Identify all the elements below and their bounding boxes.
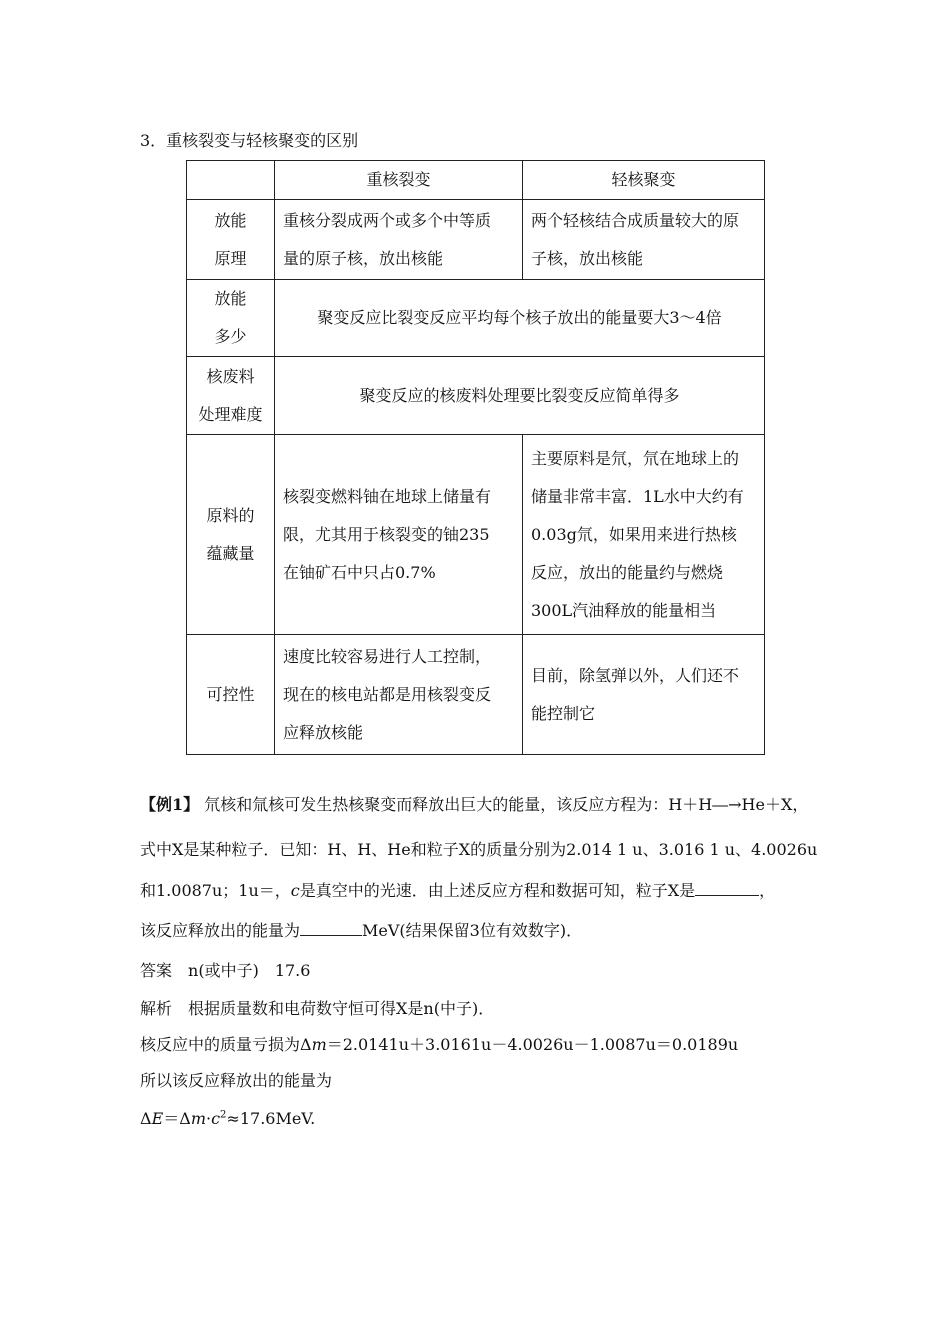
analysis-line-2: 核反应中的质量亏损为Δm＝2.0141u＋3.0161u－4.0026u－1.0087u＝0.0189u: [140, 1035, 739, 1054]
answer-blank: [300, 921, 362, 936]
fission-cell: 速度比较容易进行人工控制， 现在的核电站都是用核裂变反 应释放核能: [275, 635, 523, 755]
answer-blank: [695, 881, 759, 896]
row-label: 放能 原理: [187, 200, 275, 280]
fusion-cell: 主要原料是氘，氘在地球上的 储量非常丰富．1L水中大约有 0.03g氘，如果用来进行热核 反应，放出的能量约与燃烧 300L汽油释放的能量相当: [523, 435, 765, 635]
example-line-3: 和1.0087u；1u＝，c是真空中的光速．由上述反应方程和数据可知，粒子X是 ，: [140, 881, 776, 900]
merged-cell: 聚变反应比裂变反应平均每个核子放出的能量要大3～4倍: [275, 280, 765, 357]
fission-cell: 核裂变燃料铀在地球上储量有 限，尤其用于核裂变的铀235 在铀矿石中只占0.7%: [275, 435, 523, 635]
table-row: [187, 635, 765, 755]
section-heading: 3．重核裂变与轻核聚变的区别: [140, 131, 359, 150]
table-header-fission: 重核裂变: [275, 161, 523, 200]
merged-cell: 聚变反应的核废料处理要比裂变反应简单得多: [275, 357, 765, 435]
example-line-2: 式中X是某种粒子．已知：H、H、He和粒子X的质量分别为2.014 1 u、3.016 1 u、4.0026u: [140, 840, 818, 859]
fission-cell: 重核分裂成两个或多个中等质 量的原子核，放出核能: [275, 200, 523, 280]
table-row: [187, 435, 765, 635]
table-header-fusion: 轻核聚变: [523, 161, 765, 200]
analysis-line-3: 所以该反应释放出的能量为: [140, 1071, 333, 1090]
answer-label: 答案: [140, 961, 173, 980]
analysis-line-4: $\Delta E=\Delta m\cdot c^2\approx 17.6MeV$.: [140, 1109, 316, 1128]
row-label: 可控性: [187, 635, 275, 755]
row-label: 核废料 处理难度: [187, 357, 275, 435]
answer-line: [140, 958, 310, 981]
table-row: [187, 280, 765, 357]
analysis-line-1: 解析 根据质量数和电荷数守恒可得X是n(中子)．: [140, 999, 495, 1018]
table-header-empty: [187, 161, 275, 200]
answer-value: n(或中子) 17.6: [188, 961, 311, 980]
table-header-row: [187, 161, 765, 200]
fusion-cell: 目前，除氢弹以外，人们还不 能控制它: [523, 635, 765, 755]
table-row: [187, 200, 765, 280]
fusion-cell: 两个轻核结合成质量较大的原 子核，放出核能: [523, 200, 765, 280]
example-line-4: 该反应释放出的能量为 MeV(结果保留3位有效数字)．: [140, 921, 583, 940]
analysis-label: 解析: [140, 999, 173, 1018]
table-row: [187, 357, 765, 435]
comparison-table: [186, 160, 765, 755]
row-label: 放能 多少: [187, 280, 275, 357]
example-line-1: 【例1】 氘核和氚核可发生热核聚变而释放出巨大的能量，该反应方程为：H＋H―→He＋X，: [140, 795, 809, 814]
example-tag: 【例1】: [140, 795, 200, 814]
row-label: 原料的 蕴藏量: [187, 435, 275, 635]
